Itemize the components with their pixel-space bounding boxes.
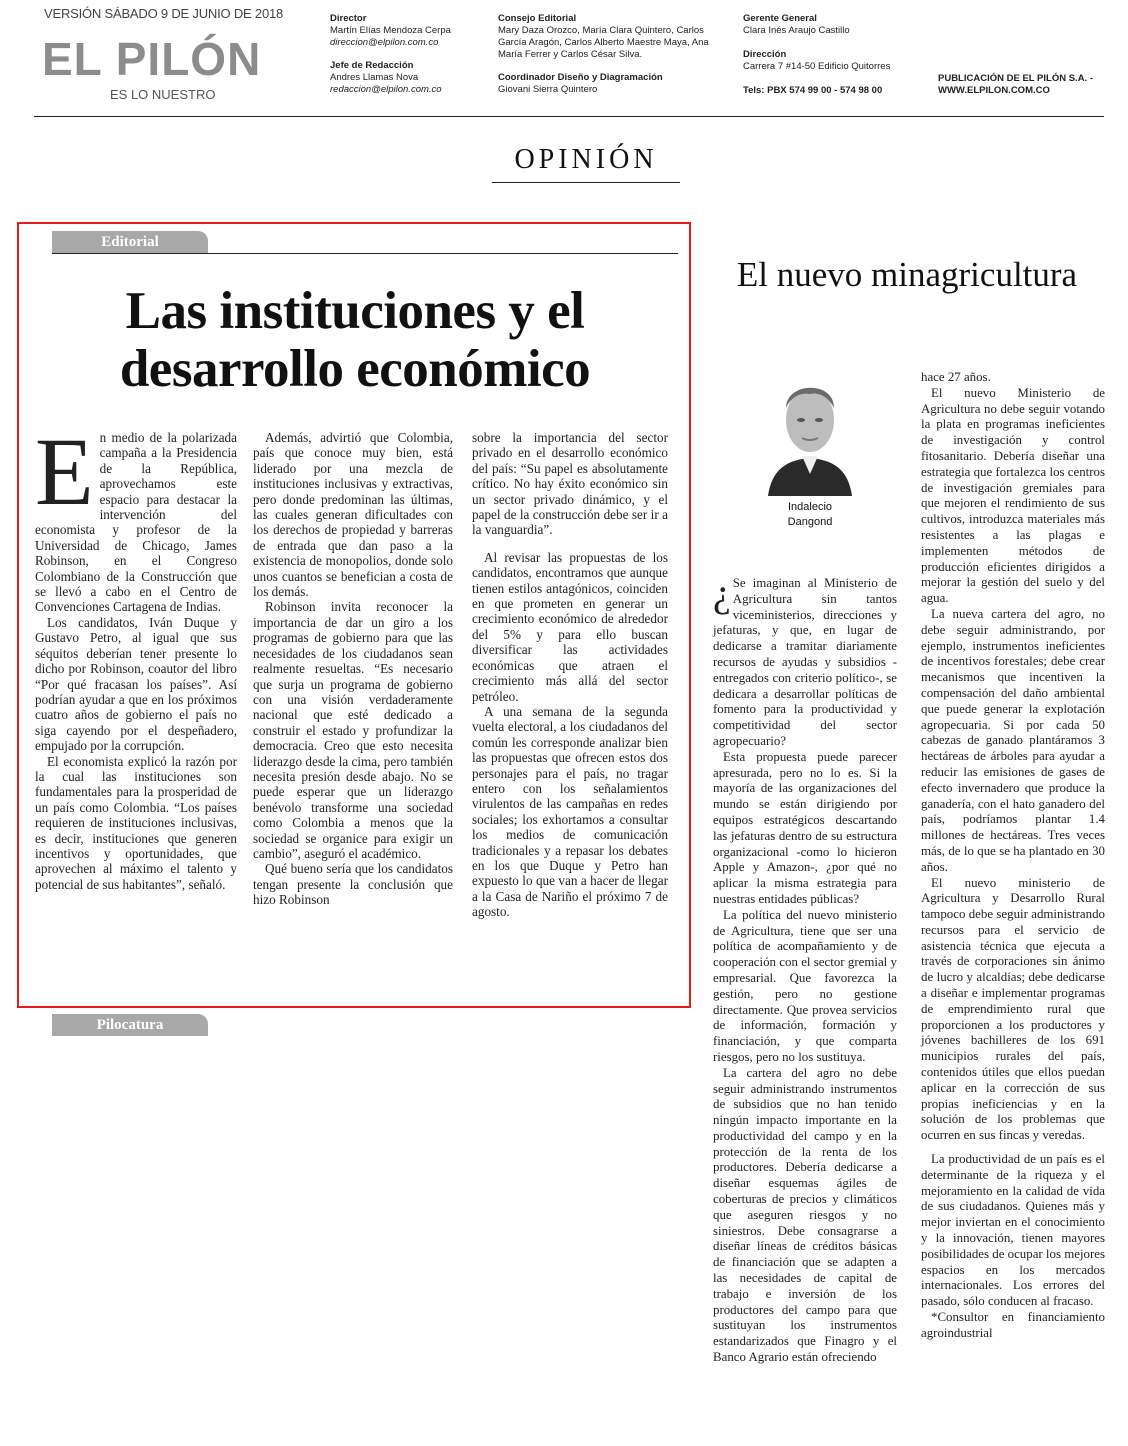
masthead-rule [34, 116, 1104, 117]
opinion-column-1 [713, 570, 897, 1366]
editorial-tab-rule [52, 253, 678, 254]
paragraph: El nuevo Ministerio de Agricultura no debe seguir votando la plata en programas ineficientes de investigación y control fitosanitario. Debería diseñar una estrategia que fortalezca los centros de investigación gremiales para que mejoren el rendimiento de sus cultivos, introduzca materiales más resistentes a las plagas e implementen métodos de producción eficientes dirigidos a mejorar la gestión del suelo y del agua. [921, 385, 1105, 606]
paragraph: El nuevo ministerio de Agricultura y Desarrollo Rural tampoco debe seguir administrando recursos para el servicio de asistencia técnica que ejecuta a través de corporaciones sin ánimo de lucro y alcaldías; debe dedicarse a diseñar e implementar programas de emprendimiento rural que proporcionen a los productores y jóvenes bachilleres de los 691 municipios rurales del país, contenidos útiles que ellos puedan aplicar en la corrección de sus propias ineficiencias y en la solución de los problemas que ocurren en sus fincas y veredas. [921, 875, 1105, 1143]
paragraph: En medio de la polarizada campaña a la Presidencia de la República, aprovechamos este espacio para destacar la intervención del economista y profesor de la Universidad de Chicago, James Robinson, en el Congreso Colombiano de la Construcción que se llevó a cabo en el Centro de Convenciones Cartagena de Indias. [35, 418, 237, 615]
paragraph: sobre la importancia del sector privado en el desarrollo económico del país: “Su papel es absolutamente crítico. No hay éxito económico sin un sector privado dinámico, y el papel de la construcción debe ser ir a la vanguardia”. [472, 430, 668, 538]
paragraph: La cartera del agro no debe seguir administrando instrumentos de subsidios que no han tenido ningún impacto importante en la productividad del campo y en la protección de la renta de los productores. Debería dedicarse a diseñar esquemas ágiles de coberturas de precios y climáticos que aseguren riesgos y no siniestros. Debe consagrarse a diseñar líneas de créditos básicas de financiación que se adapten a las necesidades de capital de trabajo e inversión de los productores del campo para que sustituyan los instrumentos estandarizados que Finagro y el Banco Agrario están ofreciendo [713, 1065, 897, 1365]
staff-diseno [498, 72, 713, 96]
publisher-info: PUBLICACIÓN DE EL PILÓN S.A. - WWW.ELPILON.COM.CO [938, 73, 1094, 96]
staff-gerente-name: Clara Inés Araujo Castillo [743, 25, 850, 36]
staff-director [330, 13, 480, 49]
staff-redaccion-name: Andres Llamas Nova [330, 72, 419, 83]
slogan: ES LO NUESTRO [110, 87, 216, 102]
paragraph: Esta propuesta puede parecer apresurada, pero no lo es. Si la mayoría de las organizaciones del mundo se están dirigiendo por equipos estratégicos descartando las jefaturas dentro de su estructura organizacional -como lo hicieron Apple y Amazon-, ¿por qué no aplicar la misma estrategia para nuestras entidades públicas? [713, 749, 897, 906]
paragraph: La productividad de un país es el determinante de la riqueza y el mejoramiento en la calidad de vida de sus ciudadanos. Quienes más y mejor inviertan en el conocimiento y la innovación, tienen mayores posibilidades de ocupar los mejores espacios en los mercados internacionales. Los errores del pasado, sólo conducen al fracaso. [921, 1152, 1106, 1309]
paragraph: Además, advirtió que Colombia, país que conoce muy bien, está liderado por una mezcla de instituciones inclusivas y extractivas, pero donde predominan las últimas, las cuales generan dificultades con los derechos de propiedad y barreras de entrada que dan paso a la existencia de monopolios, donde solo unos cuantos se benefician a costa de los demás. [253, 430, 453, 600]
paragraph: hace 27 años. [921, 370, 991, 384]
paragraph: A una semana de la segunda vuelta electoral, a los ciudadanos del común les corresponde analizar bien las propuestas que ofrecen estos dos personajes para el país, no tragar entero con los señalamientos virulentos de las campañas en redes sociales; los exhortamos a consultar los medios de comunicación tradicionales y a repasar los debates en los que Duque y Petro han expuesto lo que van a hacer de llegar a la Casa de Nariño el próximo 7 de agosto. [472, 703, 668, 920]
opinion-title: El nuevo minagricultura [736, 255, 1078, 294]
paragraph: Los candidatos, Iván Duque y Gustavo Petro, al igual que sus séquitos deberían tener presente lo dicho por Robinson, coautor del libro “Por qué fracasan los países”. Así podrían ayudar a que en los próximos cuatro años de gobierno el país no siga cayendo por el despeñadero, empujado por la corrupción. [35, 614, 237, 754]
staff-redaccion [330, 60, 480, 96]
author-photo [762, 368, 858, 496]
staff-director-title: Director [330, 13, 367, 24]
editorial-column-1 [35, 418, 237, 892]
editorial-column-2 [253, 430, 453, 908]
staff-consejo [498, 13, 713, 61]
author-footnote: *Consultor en financiamiento agroindustrial [921, 1310, 1105, 1340]
staff-consejo-names: Mary Daza Orozco, María Clara Quintero, Carlos García Aragón, Carlos Alberto Maestre Maya, Ana María Ferrer y Carlos César Silva. [498, 25, 709, 60]
drop-cap: E [35, 418, 94, 525]
paragraph: ¿ Se imaginan al Ministerio de Agricultura sin tantos viceministerios, direcciones y jefaturas, y que, en lugar de dedicarse a tramitar diariamente recursos de ayudas y subsidios -entregados con criterio político-, se dedicara a desarrollar políticas de fomento para la productividad y competitividad del sector agropecuario? [713, 570, 897, 748]
newspaper-logo: EL PILÓN [42, 33, 262, 85]
editorial-headline: Las instituciones y el desarrollo económico [119, 282, 591, 398]
paragraph: Qué bueno sería que los candidatos tengan presente la conclusión que hizo Robinson [253, 861, 453, 908]
staff-director-email: direccion@elpilon.com.co [330, 37, 439, 48]
author-name: Indalecio Dangond [787, 501, 833, 528]
section-title: OPINIÓN [514, 144, 658, 175]
staff-director-name: Martín Elías Mendoza Cerpa [330, 25, 451, 36]
editorial-column-3 [472, 430, 668, 920]
paragraph: La política del nuevo ministerio de Agricultura, tiene que ser una política de acompañamiento y de cooperación con el sector gremial y empresarial. Que favorezca la gestión, pero no gestione directamente. Que provea servicios de información, formación y financiación, y que comparta riesgos, pero no los sustituya. [713, 907, 897, 1064]
staff-redaccion-title: Jefe de Redacción [330, 60, 414, 71]
staff-direccion-title: Dirección [743, 49, 787, 60]
edition-date: VERSIÓN SÁBADO 9 DE JUNIO DE 2018 [44, 6, 284, 21]
paragraph: La nueva cartera del agro, no debe seguir administrando, por ejemplo, instrumentos ineficientes de incentivos forestales; debe crear mecanismos que incentiven la compensación del daño ambiental que puede generar la explotación agropecuaria. Si por cada 50 cabezas de ganado plantáramos 3 hectáreas de árboles para ayudar a reducir las emisiones de gases de efecto invernadero que produce la ganadería, con el hato ganadero del país, podríamos plantar 1.4 millones de hectáreas. Tres veces más, de lo que se ha plantado en 30 años. [921, 606, 1105, 874]
paragraph: Al revisar las propuestas de los candidatos, encontramos que aunque tienen estilos antagónicos, coinciden en que prometen en generar un crecimiento económico de alrededor del 5% y para ello buscan diversificar las actividades económicas que atraen el crecimiento más allá del sector petróleo. [472, 549, 668, 704]
staff-direccion-value: Carrera 7 #14-50 Edificio Quitorres [743, 61, 891, 72]
section-rule [492, 182, 680, 183]
staff-gerente [743, 13, 923, 37]
paragraph: El economista explicó la razón por la cual las instituciones son fundamentales para la prosperidad de un país como Colombia. “Los países requieren de instituciones inclusivas, es decir, instituciones que generen incentivos y oportunidades, que aprovechen al máximo el talento y potencial de sus habitantes”, señaló. [35, 753, 237, 892]
pilocatura-tab: Pilocatura [52, 1014, 208, 1036]
editorial-tab: Editorial [52, 231, 208, 253]
staff-consejo-title: Consejo Editorial [498, 13, 577, 24]
staff-direccion [743, 49, 923, 73]
opening-question-mark: ¿ [713, 570, 731, 615]
staff-tels: Tels: PBX 574 99 00 - 574 98 00 [743, 85, 883, 96]
staff-redaccion-email: redaccion@elpilon.com.co [330, 84, 442, 95]
staff-gerente-title: Gerente General [743, 13, 817, 24]
opinion-column-2 [921, 370, 1105, 1342]
paragraph: Robinson invita reconocer la importancia de dar un giro a los programas de gobierno para que las necesidades de los ciudadanos sean realmente resueltas. “Es necesario que surja un programa de gobierno con una visión verdaderamente nacional que esté dedicado a construir el estado y profundizar la democracia. Creo que esto necesita liderazgo desde la cima, pero también necesita presión desde abajo. No se puede esperar que un liderazgo benévolo transforme una sociedad como Colombia a menos que la sociedad se organice para exigir un cambio”, aseguró el académico. [253, 599, 453, 861]
staff-diseno-name: Giovani Sierra Quintero [498, 84, 598, 95]
staff-diseno-title: Coordinador Diseño y Diagramación [498, 72, 663, 83]
